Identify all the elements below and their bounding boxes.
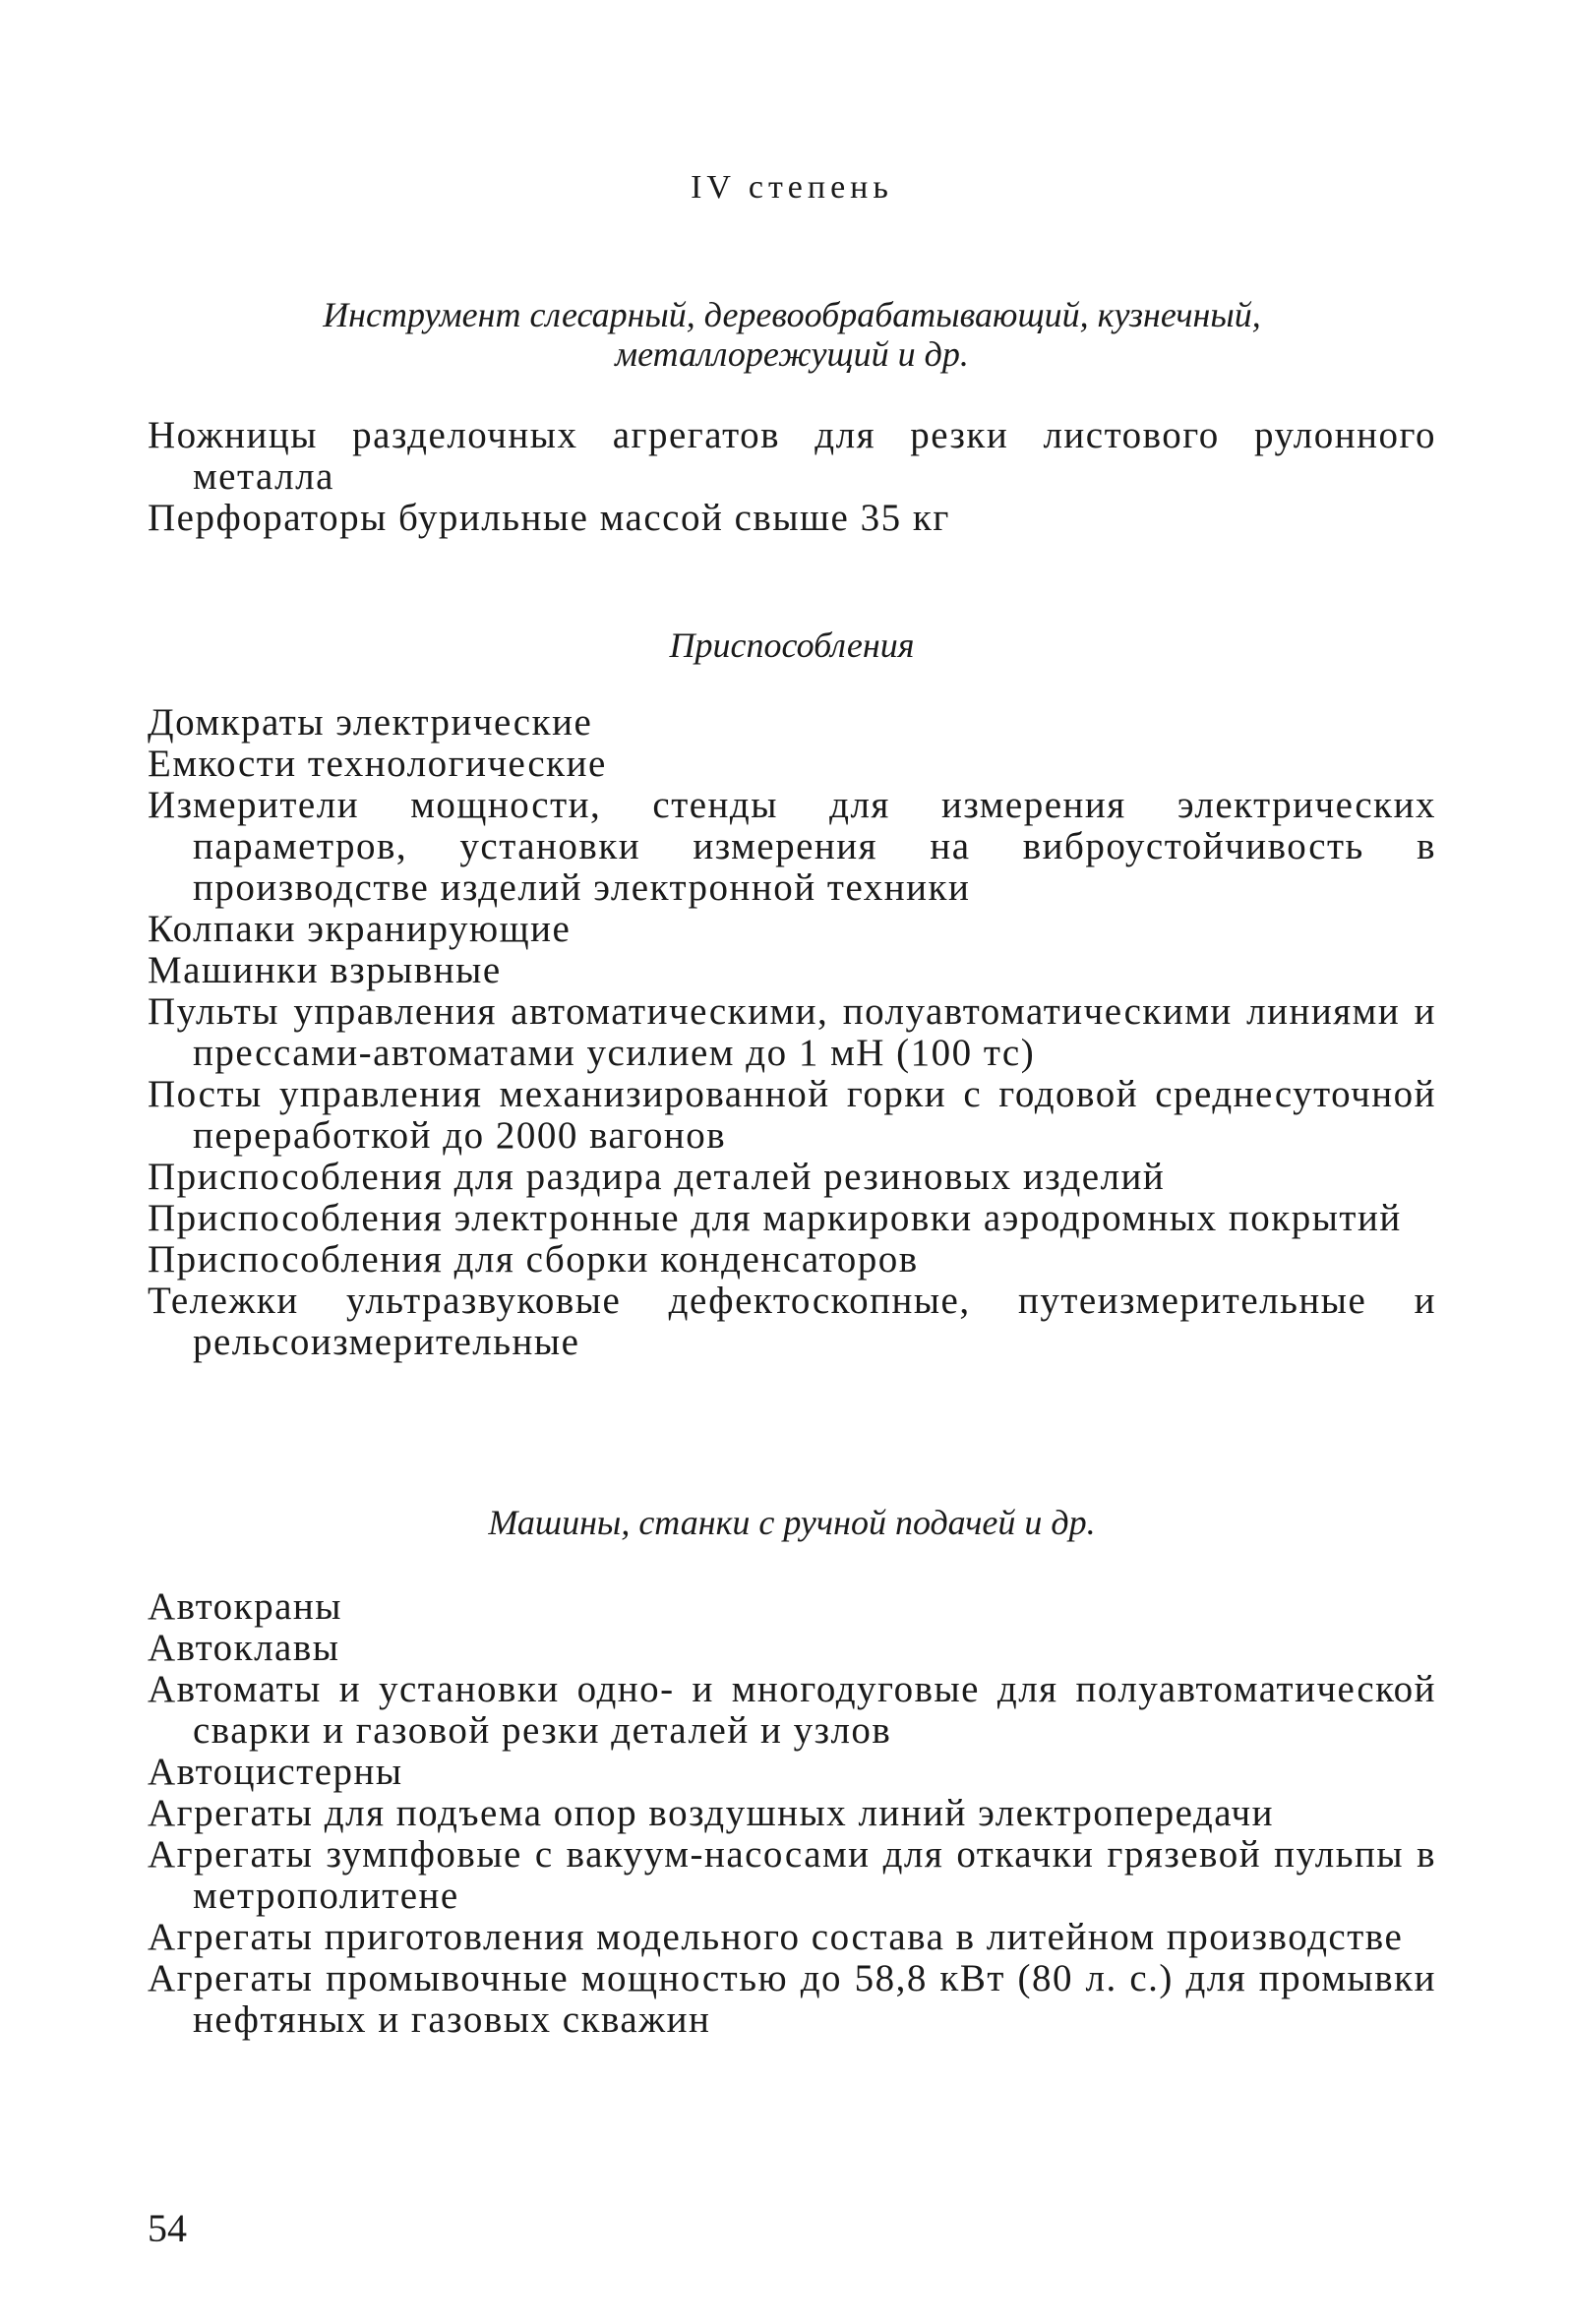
degree-heading: IV степень bbox=[691, 169, 893, 206]
list-item: Приспособления электронные для маркировки аэродромных покрытий bbox=[148, 1197, 1402, 1239]
section-title-tools: Инструмент слесарный, деревообрабатывающий, кузнечный, металлорежущий и др. bbox=[323, 295, 1261, 374]
section-title-devices: Приспособления bbox=[669, 626, 915, 665]
list-item: Автокраны bbox=[148, 1585, 342, 1628]
list-item: Автоматы и установки одно- и многодуговые для полуавтоматической сварки и газовой резки деталей и узлов bbox=[148, 1668, 1436, 1752]
list-item: Агрегаты для подъема опор воздушных линий электропередачи bbox=[148, 1792, 1274, 1834]
devices-list bbox=[148, 702, 1436, 1363]
section-title-machines: Машины, станки с ручной подачей и др. bbox=[488, 1503, 1096, 1542]
list-item: Тележки ультразвуковые дефектоскопные, путеизмерительные и рельсоизмерительные bbox=[148, 1280, 1436, 1363]
document-page bbox=[148, 0, 1436, 2324]
list-item: Посты управления механизированной горки с годовой среднесуточной переработкой до 2000 вагонов bbox=[148, 1073, 1436, 1157]
list-item: Автоцистерны bbox=[148, 1751, 403, 1793]
list-item: Перфораторы бурильные массой свыше 35 кг bbox=[148, 497, 950, 539]
list-item: Агрегаты приготовления модельного состава в литейном производстве bbox=[148, 1916, 1404, 1958]
list-item: Пульты управления автоматическими, полуавтоматическими линиями и прессами-автоматами усилием до 1 мН (100 тс) bbox=[148, 990, 1436, 1074]
list-item: Емкости технологические bbox=[148, 743, 607, 785]
list-item: Домкраты электрические bbox=[148, 701, 593, 744]
page-number: 54 bbox=[148, 2206, 187, 2250]
list-item: Агрегаты зумпфовые с вакуум-насосами для откачки грязевой пульпы в метрополитене bbox=[148, 1833, 1436, 1917]
list-item: Приспособления для раздира деталей резиновых изделий bbox=[148, 1156, 1166, 1198]
list-item: Автоклавы bbox=[148, 1627, 340, 1669]
list-item: Машинки взрывные bbox=[148, 949, 502, 991]
list-item: Приспособления для сборки конденсаторов bbox=[148, 1238, 919, 1281]
list-item: Агрегаты промывочные мощностью до 58,8 кВт (80 л. с.) для промывки нефтяных и газовых скважин bbox=[148, 1957, 1436, 2041]
list-item: Измерители мощности, стенды для измерения электрических параметров, установки измерения на виброустойчивость в производстве изделий электронной техники bbox=[148, 784, 1436, 909]
list-item: Колпаки экранирующие bbox=[148, 908, 572, 950]
list-item: Ножницы разделочных агрегатов для резки листового рулонного металла bbox=[148, 414, 1436, 498]
machines-list bbox=[148, 1586, 1436, 2041]
tools-list bbox=[148, 415, 1436, 539]
